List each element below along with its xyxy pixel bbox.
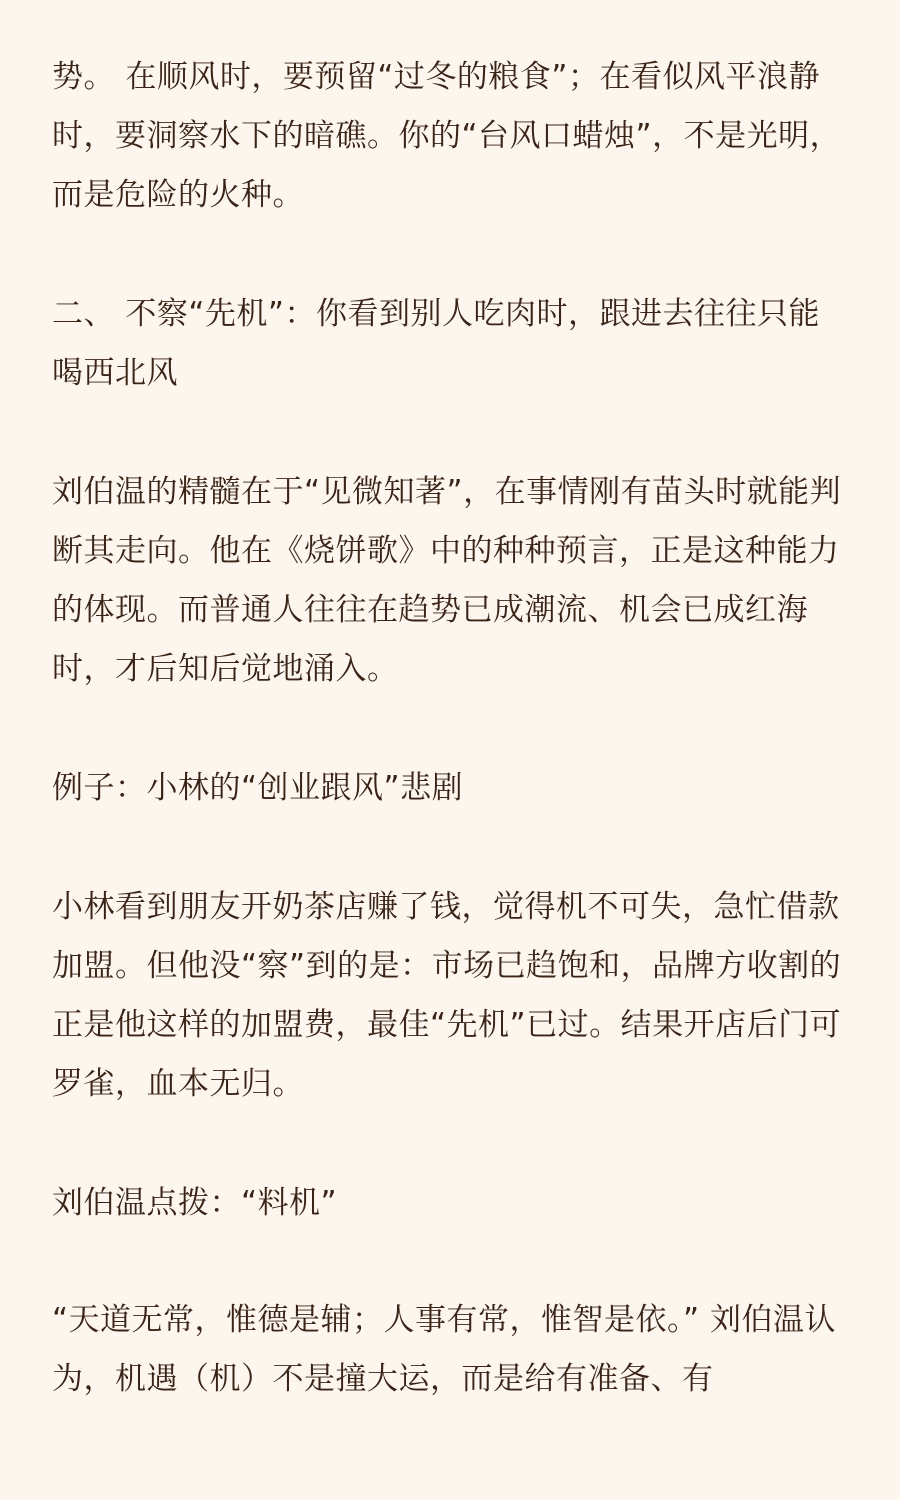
paragraph-intro-continuation: 势。 在顺风时，要预留“过冬的粮食”；在看似风平浪静时，要洞察水下的暗礁。你的“台风口蜡烛”，不是光明，而是危险的火种。 [52, 59, 842, 213]
paragraph-liu-bowen-insight: 刘伯温的精髓在于“见微知著”，在事情刚有苗头时就能判断其走向。他在《烧饼歌》中的种种预言，正是这种能力的体现。而普通人往往在趋势已成潮流、机会已成红海时，才后知后觉地涌入。 [52, 474, 842, 687]
paragraph-advice: “天道无常，惟德是辅；人事有常，惟智是依。” 刘伯温认为，机遇（机）不是撞大运，而是给有准备、有 [52, 1302, 836, 1397]
advice-heading: 刘伯温点拨：“料机” [52, 1185, 338, 1221]
example-heading: 例子：小林的“创业跟风”悲剧 [52, 770, 464, 806]
section-heading-2: 二、 不察“先机”：你看到别人吃肉时，跟进去往往只能喝西北风 [52, 296, 820, 391]
paragraph-example: 小林看到朋友开奶茶店赚了钱，觉得机不可失，急忙借款加盟。但他没“察”到的是：市场已趋饱和，品牌方收割的正是他这样的加盟费，最佳“先机”已过。结果开店后门可罗雀，血本无归。 [52, 889, 842, 1102]
